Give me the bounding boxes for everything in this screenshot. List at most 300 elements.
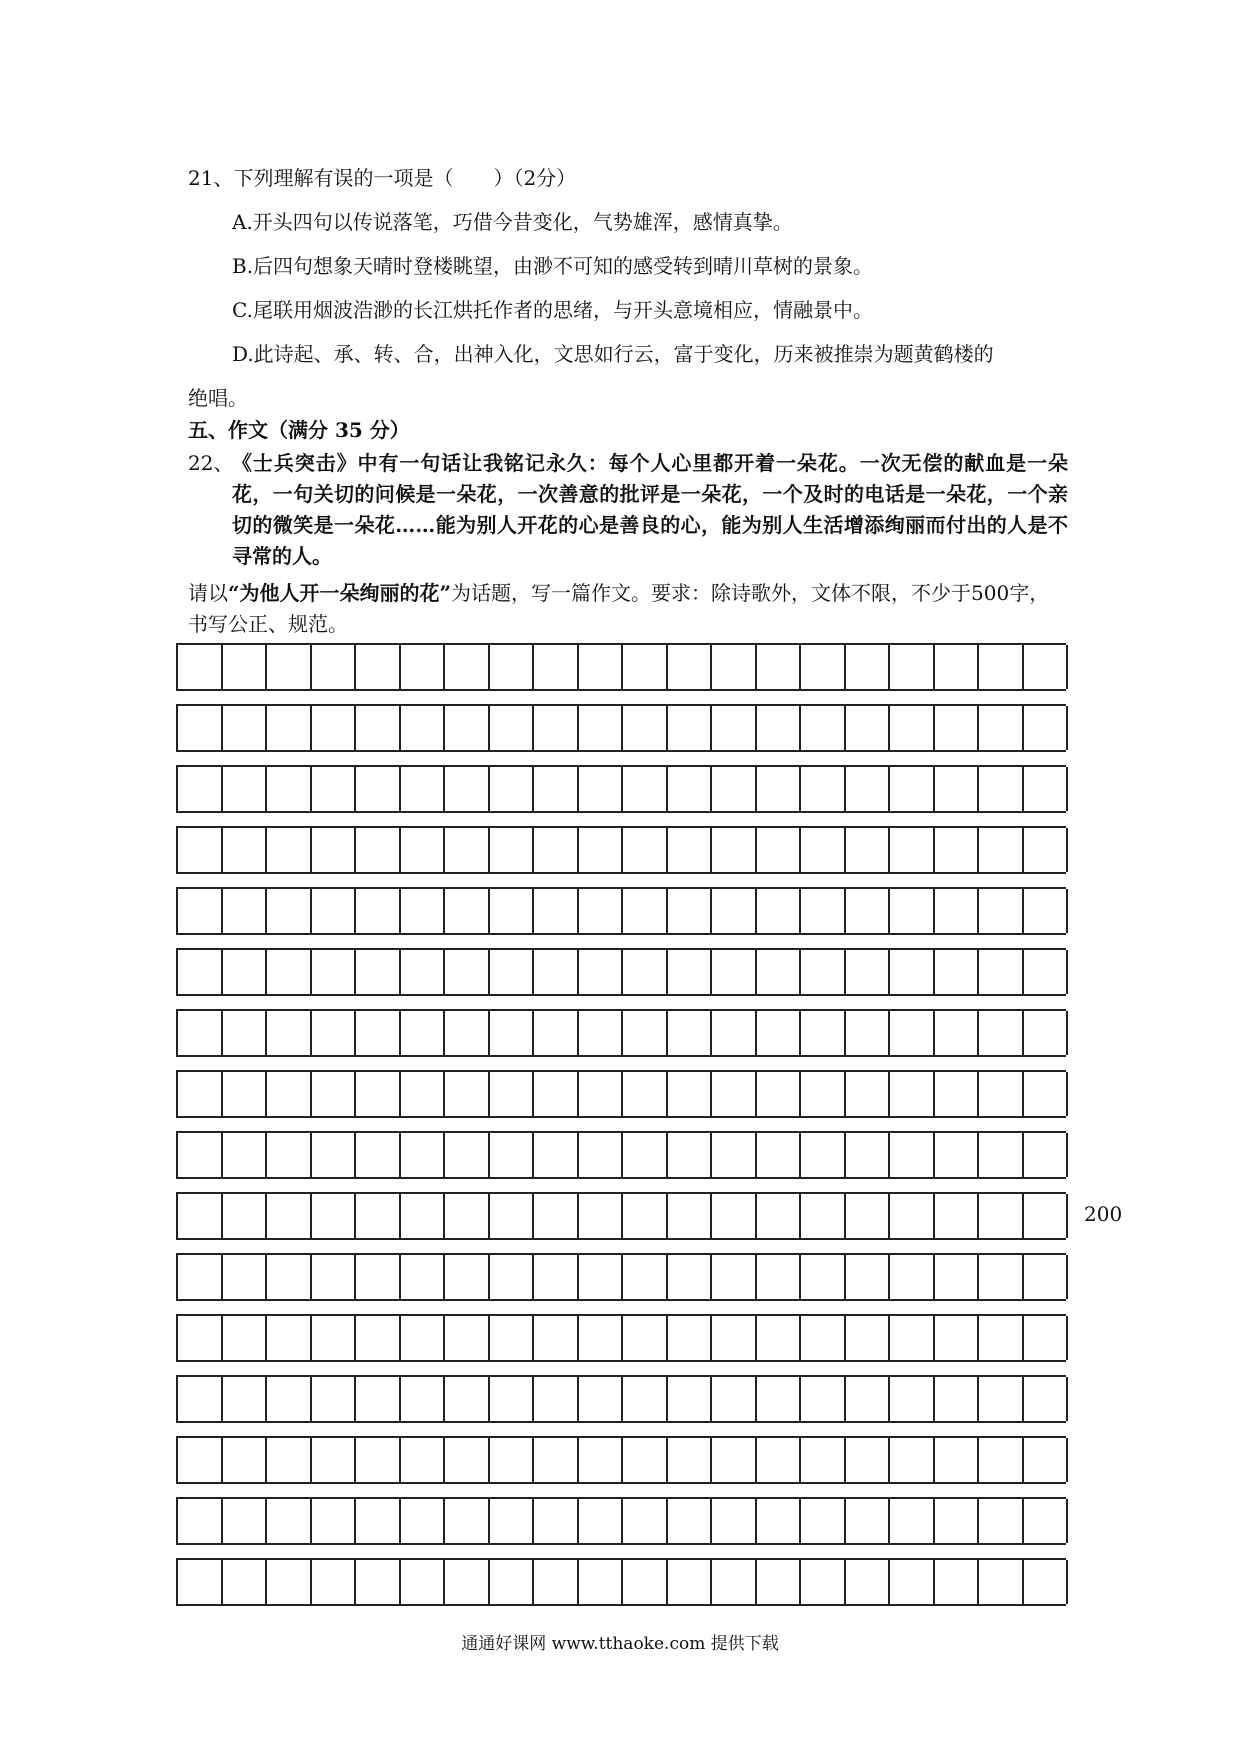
grid-cell[interactable] xyxy=(668,1499,713,1543)
grid-cell[interactable] xyxy=(801,1011,846,1055)
grid-cell[interactable] xyxy=(935,645,980,689)
grid-cell[interactable] xyxy=(178,828,223,872)
grid-cell[interactable] xyxy=(890,645,935,689)
grid-cell[interactable] xyxy=(623,1560,668,1604)
grid-cell[interactable] xyxy=(579,767,624,811)
grid-cell[interactable] xyxy=(846,1072,891,1116)
grid-cell[interactable] xyxy=(712,1316,757,1360)
grid-cell[interactable] xyxy=(668,950,713,994)
grid-cell[interactable] xyxy=(979,1011,1024,1055)
grid-cell[interactable] xyxy=(490,1194,535,1238)
grid-cell[interactable] xyxy=(312,1255,357,1299)
grid-cell[interactable] xyxy=(223,889,268,933)
grid-cell[interactable] xyxy=(712,645,757,689)
grid-cell[interactable] xyxy=(801,1316,846,1360)
grid-cell[interactable] xyxy=(267,950,312,994)
grid-cell[interactable] xyxy=(312,1316,357,1360)
grid-cell[interactable] xyxy=(534,950,579,994)
grid-cell[interactable] xyxy=(623,889,668,933)
grid-cell[interactable] xyxy=(846,1011,891,1055)
grid-cell[interactable] xyxy=(846,767,891,811)
grid-cell[interactable] xyxy=(579,1072,624,1116)
grid-cell[interactable] xyxy=(223,706,268,750)
grid-cell[interactable] xyxy=(312,889,357,933)
grid-cell[interactable] xyxy=(534,1438,579,1482)
grid-cell[interactable] xyxy=(356,1316,401,1360)
grid-cell[interactable] xyxy=(1024,645,1069,689)
grid-cell[interactable] xyxy=(445,1133,490,1177)
grid-cell[interactable] xyxy=(668,767,713,811)
grid-cell[interactable] xyxy=(935,950,980,994)
grid-cell[interactable] xyxy=(935,1499,980,1543)
grid-cell[interactable] xyxy=(356,1377,401,1421)
grid-cell[interactable] xyxy=(267,1072,312,1116)
grid-cell[interactable] xyxy=(935,1377,980,1421)
grid-cell[interactable] xyxy=(445,1377,490,1421)
grid-cell[interactable] xyxy=(178,889,223,933)
grid-cell[interactable] xyxy=(979,706,1024,750)
grid-cell[interactable] xyxy=(445,1499,490,1543)
grid-cell[interactable] xyxy=(534,1377,579,1421)
grid-cell[interactable] xyxy=(401,828,446,872)
grid-cell[interactable] xyxy=(712,1011,757,1055)
grid-cell[interactable] xyxy=(223,828,268,872)
grid-cell[interactable] xyxy=(490,1377,535,1421)
grid-cell[interactable] xyxy=(490,767,535,811)
grid-cell[interactable] xyxy=(312,767,357,811)
grid-cell[interactable] xyxy=(757,1133,802,1177)
grid-cell[interactable] xyxy=(534,706,579,750)
grid-cell[interactable] xyxy=(356,706,401,750)
grid-cell[interactable] xyxy=(979,1072,1024,1116)
grid-cell[interactable] xyxy=(890,1011,935,1055)
grid-cell[interactable] xyxy=(890,1499,935,1543)
grid-cell[interactable] xyxy=(668,1194,713,1238)
grid-cell[interactable] xyxy=(712,1560,757,1604)
grid-cell[interactable] xyxy=(178,1194,223,1238)
grid-cell[interactable] xyxy=(534,1316,579,1360)
grid-cell[interactable] xyxy=(801,1499,846,1543)
grid-cell[interactable] xyxy=(579,1011,624,1055)
grid-cell[interactable] xyxy=(801,1133,846,1177)
grid-cell[interactable] xyxy=(401,1316,446,1360)
grid-cell[interactable] xyxy=(668,1438,713,1482)
grid-cell[interactable] xyxy=(223,1560,268,1604)
grid-cell[interactable] xyxy=(668,645,713,689)
grid-cell[interactable] xyxy=(401,706,446,750)
grid-cell[interactable] xyxy=(356,767,401,811)
grid-cell[interactable] xyxy=(668,1133,713,1177)
grid-cell[interactable] xyxy=(757,889,802,933)
grid-cell[interactable] xyxy=(267,1255,312,1299)
grid-cell[interactable] xyxy=(445,1560,490,1604)
grid-cell[interactable] xyxy=(801,1255,846,1299)
grid-cell[interactable] xyxy=(979,1560,1024,1604)
grid-cell[interactable] xyxy=(979,1255,1024,1299)
grid-cell[interactable] xyxy=(356,645,401,689)
grid-cell[interactable] xyxy=(490,1560,535,1604)
grid-cell[interactable] xyxy=(712,706,757,750)
grid-cell[interactable] xyxy=(801,1560,846,1604)
grid-cell[interactable] xyxy=(223,645,268,689)
grid-cell[interactable] xyxy=(579,828,624,872)
grid-cell[interactable] xyxy=(668,1377,713,1421)
grid-cell[interactable] xyxy=(935,706,980,750)
grid-cell[interactable] xyxy=(312,950,357,994)
grid-cell[interactable] xyxy=(801,1194,846,1238)
grid-cell[interactable] xyxy=(668,1011,713,1055)
grid-cell[interactable] xyxy=(757,1438,802,1482)
grid-cell[interactable] xyxy=(223,1011,268,1055)
grid-cell[interactable] xyxy=(890,1377,935,1421)
grid-cell[interactable] xyxy=(356,1560,401,1604)
grid-cell[interactable] xyxy=(623,1499,668,1543)
grid-cell[interactable] xyxy=(890,1072,935,1116)
grid-cell[interactable] xyxy=(534,1194,579,1238)
grid-cell[interactable] xyxy=(712,1194,757,1238)
grid-cell[interactable] xyxy=(579,1560,624,1604)
grid-cell[interactable] xyxy=(579,950,624,994)
grid-cell[interactable] xyxy=(267,889,312,933)
grid-cell[interactable] xyxy=(579,1194,624,1238)
grid-cell[interactable] xyxy=(1024,1316,1069,1360)
grid-cell[interactable] xyxy=(490,1255,535,1299)
grid-cell[interactable] xyxy=(935,1255,980,1299)
grid-cell[interactable] xyxy=(534,889,579,933)
grid-cell[interactable] xyxy=(401,1255,446,1299)
grid-cell[interactable] xyxy=(445,706,490,750)
grid-cell[interactable] xyxy=(935,828,980,872)
grid-cell[interactable] xyxy=(1024,828,1069,872)
grid-cell[interactable] xyxy=(1024,767,1069,811)
grid-cell[interactable] xyxy=(623,828,668,872)
grid-cell[interactable] xyxy=(579,1133,624,1177)
grid-cell[interactable] xyxy=(490,1438,535,1482)
grid-cell[interactable] xyxy=(401,889,446,933)
grid-cell[interactable] xyxy=(1024,706,1069,750)
grid-cell[interactable] xyxy=(356,889,401,933)
grid-cell[interactable] xyxy=(979,1438,1024,1482)
grid-cell[interactable] xyxy=(935,767,980,811)
grid-cell[interactable] xyxy=(312,1377,357,1421)
grid-cell[interactable] xyxy=(534,645,579,689)
grid-cell[interactable] xyxy=(267,767,312,811)
grid-cell[interactable] xyxy=(178,950,223,994)
grid-cell[interactable] xyxy=(223,1133,268,1177)
grid-cell[interactable] xyxy=(846,645,891,689)
grid-cell[interactable] xyxy=(356,1072,401,1116)
grid-cell[interactable] xyxy=(1024,1194,1069,1238)
grid-cell[interactable] xyxy=(178,1438,223,1482)
grid-cell[interactable] xyxy=(757,1499,802,1543)
grid-cell[interactable] xyxy=(979,1316,1024,1360)
grid-cell[interactable] xyxy=(712,1133,757,1177)
grid-cell[interactable] xyxy=(312,1133,357,1177)
grid-cell[interactable] xyxy=(935,1133,980,1177)
grid-cell[interactable] xyxy=(401,1133,446,1177)
grid-cell[interactable] xyxy=(846,1133,891,1177)
grid-cell[interactable] xyxy=(846,889,891,933)
grid-cell[interactable] xyxy=(846,1316,891,1360)
grid-cell[interactable] xyxy=(356,1499,401,1543)
grid-cell[interactable] xyxy=(623,950,668,994)
grid-cell[interactable] xyxy=(846,950,891,994)
grid-cell[interactable] xyxy=(401,645,446,689)
grid-cell[interactable] xyxy=(401,1560,446,1604)
grid-cell[interactable] xyxy=(534,1499,579,1543)
grid-cell[interactable] xyxy=(223,1072,268,1116)
grid-cell[interactable] xyxy=(534,1133,579,1177)
grid-cell[interactable] xyxy=(534,1011,579,1055)
grid-cell[interactable] xyxy=(846,1438,891,1482)
grid-cell[interactable] xyxy=(445,950,490,994)
grid-cell[interactable] xyxy=(1024,1499,1069,1543)
grid-cell[interactable] xyxy=(223,1194,268,1238)
grid-cell[interactable] xyxy=(267,1438,312,1482)
grid-cell[interactable] xyxy=(979,828,1024,872)
grid-cell[interactable] xyxy=(223,1255,268,1299)
grid-cell[interactable] xyxy=(801,1377,846,1421)
grid-cell[interactable] xyxy=(490,1499,535,1543)
grid-cell[interactable] xyxy=(1024,950,1069,994)
grid-cell[interactable] xyxy=(935,1438,980,1482)
grid-cell[interactable] xyxy=(356,1255,401,1299)
grid-cell[interactable] xyxy=(890,828,935,872)
grid-cell[interactable] xyxy=(979,1377,1024,1421)
grid-cell[interactable] xyxy=(445,645,490,689)
grid-cell[interactable] xyxy=(178,1133,223,1177)
grid-cell[interactable] xyxy=(445,1194,490,1238)
grid-cell[interactable] xyxy=(890,706,935,750)
grid-cell[interactable] xyxy=(846,1194,891,1238)
grid-cell[interactable] xyxy=(935,1194,980,1238)
grid-cell[interactable] xyxy=(1024,1255,1069,1299)
grid-cell[interactable] xyxy=(534,828,579,872)
grid-cell[interactable] xyxy=(801,645,846,689)
grid-cell[interactable] xyxy=(312,1499,357,1543)
grid-cell[interactable] xyxy=(579,1438,624,1482)
grid-cell[interactable] xyxy=(935,1560,980,1604)
grid-cell[interactable] xyxy=(401,1072,446,1116)
grid-cell[interactable] xyxy=(490,1316,535,1360)
grid-cell[interactable] xyxy=(1024,1560,1069,1604)
grid-cell[interactable] xyxy=(267,1133,312,1177)
grid-cell[interactable] xyxy=(178,767,223,811)
grid-cell[interactable] xyxy=(490,1072,535,1116)
grid-cell[interactable] xyxy=(267,1560,312,1604)
grid-cell[interactable] xyxy=(801,1438,846,1482)
grid-cell[interactable] xyxy=(579,706,624,750)
grid-cell[interactable] xyxy=(267,1377,312,1421)
grid-cell[interactable] xyxy=(490,889,535,933)
grid-cell[interactable] xyxy=(223,1438,268,1482)
grid-cell[interactable] xyxy=(757,706,802,750)
grid-cell[interactable] xyxy=(668,889,713,933)
grid-cell[interactable] xyxy=(668,1560,713,1604)
grid-cell[interactable] xyxy=(623,1377,668,1421)
grid-cell[interactable] xyxy=(178,1560,223,1604)
grid-cell[interactable] xyxy=(579,1377,624,1421)
grid-cell[interactable] xyxy=(801,706,846,750)
grid-cell[interactable] xyxy=(712,767,757,811)
grid-cell[interactable] xyxy=(935,1011,980,1055)
grid-cell[interactable] xyxy=(401,1438,446,1482)
grid-cell[interactable] xyxy=(178,1011,223,1055)
grid-cell[interactable] xyxy=(312,1560,357,1604)
grid-cell[interactable] xyxy=(668,1072,713,1116)
grid-cell[interactable] xyxy=(712,1499,757,1543)
grid-cell[interactable] xyxy=(401,950,446,994)
grid-cell[interactable] xyxy=(668,706,713,750)
grid-cell[interactable] xyxy=(490,1011,535,1055)
grid-cell[interactable] xyxy=(623,1316,668,1360)
grid-cell[interactable] xyxy=(490,645,535,689)
grid-cell[interactable] xyxy=(312,645,357,689)
grid-cell[interactable] xyxy=(490,950,535,994)
grid-cell[interactable] xyxy=(223,1499,268,1543)
grid-cell[interactable] xyxy=(668,1255,713,1299)
grid-cell[interactable] xyxy=(356,828,401,872)
grid-cell[interactable] xyxy=(846,1560,891,1604)
grid-cell[interactable] xyxy=(534,1560,579,1604)
grid-cell[interactable] xyxy=(979,1499,1024,1543)
grid-cell[interactable] xyxy=(445,1072,490,1116)
grid-cell[interactable] xyxy=(623,767,668,811)
grid-cell[interactable] xyxy=(445,1255,490,1299)
grid-cell[interactable] xyxy=(267,1499,312,1543)
grid-cell[interactable] xyxy=(623,1255,668,1299)
grid-cell[interactable] xyxy=(356,1194,401,1238)
grid-cell[interactable] xyxy=(890,889,935,933)
grid-cell[interactable] xyxy=(757,1011,802,1055)
grid-cell[interactable] xyxy=(846,828,891,872)
grid-cell[interactable] xyxy=(1024,1438,1069,1482)
grid-cell[interactable] xyxy=(401,1377,446,1421)
grid-cell[interactable] xyxy=(312,1011,357,1055)
grid-cell[interactable] xyxy=(890,1560,935,1604)
grid-cell[interactable] xyxy=(757,828,802,872)
grid-cell[interactable] xyxy=(801,1072,846,1116)
grid-cell[interactable] xyxy=(935,1072,980,1116)
grid-cell[interactable] xyxy=(979,645,1024,689)
grid-cell[interactable] xyxy=(579,1316,624,1360)
grid-cell[interactable] xyxy=(445,828,490,872)
grid-cell[interactable] xyxy=(623,706,668,750)
grid-cell[interactable] xyxy=(178,1316,223,1360)
grid-cell[interactable] xyxy=(979,1133,1024,1177)
grid-cell[interactable] xyxy=(534,1255,579,1299)
grid-cell[interactable] xyxy=(846,1377,891,1421)
grid-cell[interactable] xyxy=(712,950,757,994)
grid-cell[interactable] xyxy=(312,706,357,750)
grid-cell[interactable] xyxy=(623,1438,668,1482)
grid-cell[interactable] xyxy=(178,645,223,689)
grid-cell[interactable] xyxy=(267,1316,312,1360)
grid-cell[interactable] xyxy=(401,1194,446,1238)
grid-cell[interactable] xyxy=(223,767,268,811)
grid-cell[interactable] xyxy=(623,1011,668,1055)
grid-cell[interactable] xyxy=(979,767,1024,811)
grid-cell[interactable] xyxy=(312,828,357,872)
grid-cell[interactable] xyxy=(267,706,312,750)
grid-cell[interactable] xyxy=(178,1255,223,1299)
grid-cell[interactable] xyxy=(668,828,713,872)
grid-cell[interactable] xyxy=(178,1499,223,1543)
grid-cell[interactable] xyxy=(445,1316,490,1360)
grid-cell[interactable] xyxy=(356,1133,401,1177)
grid-cell[interactable] xyxy=(757,1255,802,1299)
grid-cell[interactable] xyxy=(401,1011,446,1055)
grid-cell[interactable] xyxy=(579,1499,624,1543)
grid-cell[interactable] xyxy=(490,828,535,872)
grid-cell[interactable] xyxy=(757,645,802,689)
grid-cell[interactable] xyxy=(757,1316,802,1360)
grid-cell[interactable] xyxy=(579,889,624,933)
grid-cell[interactable] xyxy=(890,1194,935,1238)
grid-cell[interactable] xyxy=(757,950,802,994)
grid-cell[interactable] xyxy=(178,706,223,750)
grid-cell[interactable] xyxy=(623,1194,668,1238)
grid-cell[interactable] xyxy=(712,828,757,872)
grid-cell[interactable] xyxy=(846,1499,891,1543)
grid-cell[interactable] xyxy=(445,767,490,811)
grid-cell[interactable] xyxy=(935,1316,980,1360)
grid-cell[interactable] xyxy=(1024,1133,1069,1177)
grid-cell[interactable] xyxy=(1024,1377,1069,1421)
grid-cell[interactable] xyxy=(267,828,312,872)
grid-cell[interactable] xyxy=(1024,1011,1069,1055)
grid-cell[interactable] xyxy=(267,1011,312,1055)
grid-cell[interactable] xyxy=(801,950,846,994)
grid-cell[interactable] xyxy=(979,889,1024,933)
grid-cell[interactable] xyxy=(267,1194,312,1238)
grid-cell[interactable] xyxy=(445,889,490,933)
grid-cell[interactable] xyxy=(579,1255,624,1299)
grid-cell[interactable] xyxy=(356,950,401,994)
grid-cell[interactable] xyxy=(979,1194,1024,1238)
grid-cell[interactable] xyxy=(356,1011,401,1055)
grid-cell[interactable] xyxy=(757,767,802,811)
grid-cell[interactable] xyxy=(935,889,980,933)
grid-cell[interactable] xyxy=(979,950,1024,994)
grid-cell[interactable] xyxy=(178,1377,223,1421)
grid-cell[interactable] xyxy=(890,1316,935,1360)
grid-cell[interactable] xyxy=(801,889,846,933)
grid-cell[interactable] xyxy=(712,889,757,933)
grid-cell[interactable] xyxy=(623,645,668,689)
grid-cell[interactable] xyxy=(757,1377,802,1421)
grid-cell[interactable] xyxy=(757,1560,802,1604)
grid-cell[interactable] xyxy=(401,767,446,811)
grid-cell[interactable] xyxy=(712,1072,757,1116)
grid-cell[interactable] xyxy=(401,1499,446,1543)
grid-cell[interactable] xyxy=(890,950,935,994)
grid-cell[interactable] xyxy=(712,1377,757,1421)
grid-cell[interactable] xyxy=(1024,889,1069,933)
grid-cell[interactable] xyxy=(890,767,935,811)
grid-cell[interactable] xyxy=(267,645,312,689)
grid-cell[interactable] xyxy=(757,1194,802,1238)
grid-cell[interactable] xyxy=(223,1316,268,1360)
grid-cell[interactable] xyxy=(801,828,846,872)
grid-cell[interactable] xyxy=(356,1438,401,1482)
grid-cell[interactable] xyxy=(757,1072,802,1116)
grid-cell[interactable] xyxy=(623,1072,668,1116)
grid-cell[interactable] xyxy=(490,706,535,750)
grid-cell[interactable] xyxy=(579,645,624,689)
grid-cell[interactable] xyxy=(223,950,268,994)
grid-cell[interactable] xyxy=(890,1133,935,1177)
